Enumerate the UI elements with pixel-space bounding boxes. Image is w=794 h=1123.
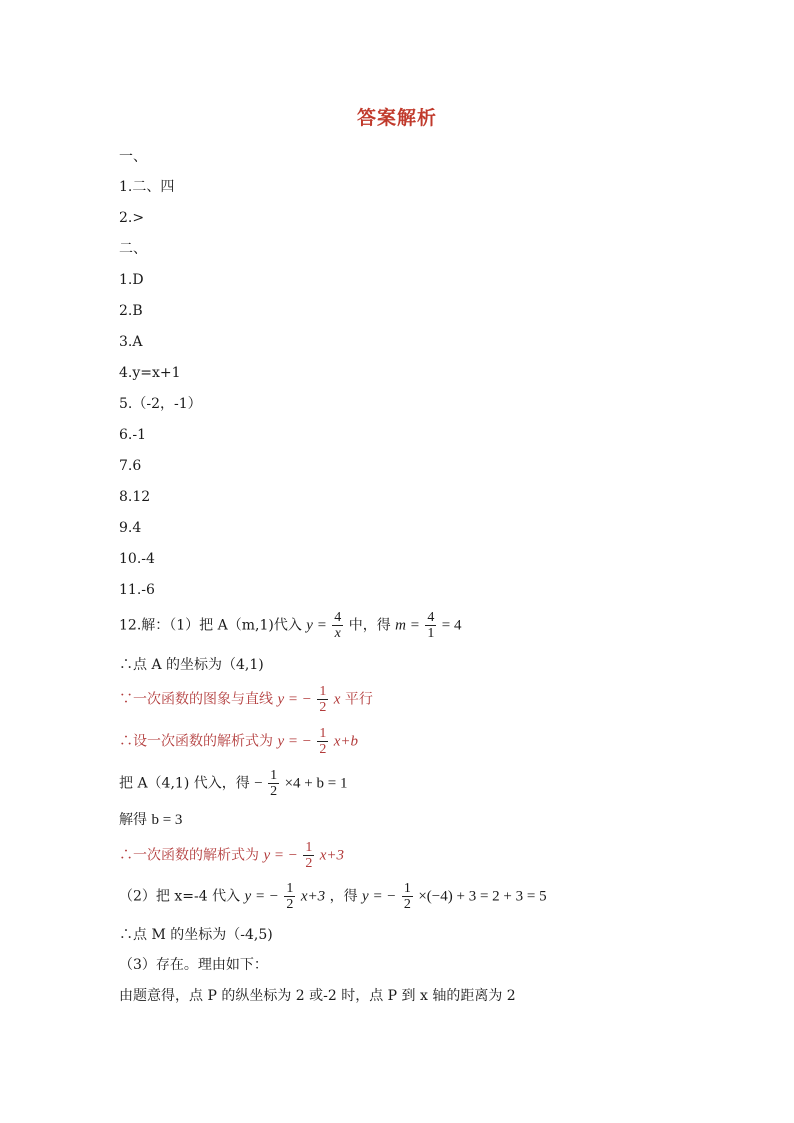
numerator: 4	[334, 610, 342, 625]
equation: ×4 + b = 1	[284, 775, 348, 792]
solution-line: ∴点 A 的坐标为（4,1)	[119, 657, 264, 673]
answer-item: 1.二、四	[119, 179, 175, 195]
solution-line: （3）存在。理由如下：	[119, 957, 268, 973]
equation: −	[254, 775, 263, 792]
numerator: 1	[270, 768, 278, 783]
solution-line	[119, 881, 547, 912]
section-heading-2: 二、	[119, 241, 147, 257]
equation: y = −	[277, 691, 312, 708]
solution-text: 中，得	[348, 617, 391, 634]
equation: y = −	[362, 888, 397, 905]
fraction	[332, 610, 343, 641]
solution-text: 平行	[344, 691, 373, 708]
equation: = 4	[441, 617, 462, 634]
answer-item: 5.（-2，-1）	[119, 396, 202, 412]
equation: y =	[306, 617, 327, 634]
denominator: 2	[286, 897, 294, 912]
equation: m =	[395, 617, 420, 634]
denominator: x	[334, 626, 341, 641]
equation: x+3	[319, 847, 345, 864]
fraction	[284, 881, 295, 912]
solution-line	[119, 684, 373, 715]
answer-item: 4.y=x+1	[119, 365, 181, 381]
answer-item: 2.B	[119, 303, 143, 319]
fraction	[317, 726, 328, 757]
answer-item: 1.D	[119, 272, 144, 288]
solution-line: ∴点 M 的坐标为（-4,5)	[119, 927, 273, 943]
answer-item: 10.-4	[119, 551, 155, 567]
solution-text: ∴设一次函数的解析式为	[119, 733, 273, 750]
solution-line	[119, 726, 358, 757]
equation: x+3	[300, 888, 326, 905]
fraction	[268, 768, 279, 799]
solution-line	[119, 768, 347, 799]
answer-item: 6.-1	[119, 427, 146, 443]
answer-item: 8.12	[119, 489, 151, 505]
numerator: 1	[319, 726, 327, 741]
answer-item: 9.4	[119, 520, 142, 536]
numerator: 4	[427, 610, 435, 625]
fraction	[402, 881, 413, 912]
denominator: 2	[403, 897, 411, 912]
solution-line	[119, 840, 344, 871]
fraction	[303, 840, 314, 871]
fraction	[425, 610, 436, 641]
answer-item: 3.A	[119, 334, 143, 350]
fraction	[317, 684, 328, 715]
solution-text: ，得	[329, 888, 358, 905]
answer-item: 7.6	[119, 458, 142, 474]
equation: y = −	[263, 847, 298, 864]
solution-text: （2）把 x=-4 代入	[119, 888, 241, 905]
numerator: 1	[403, 881, 411, 896]
numerator: 1	[305, 840, 313, 855]
answer-item: 11.-6	[119, 582, 155, 598]
denominator: 1	[427, 626, 435, 641]
equation: y = −	[277, 733, 312, 750]
solution-text: 把 A（4,1) 代入，得	[119, 775, 250, 792]
solution-text: ∵一次函数的图象与直线	[119, 691, 273, 708]
numerator: 1	[286, 881, 294, 896]
equation: y = −	[244, 888, 279, 905]
denominator: 2	[305, 856, 313, 871]
equation: b = 3	[151, 812, 183, 828]
solution-line	[119, 610, 462, 641]
equation: ×(−4) + 3 = 2 + 3 = 5	[418, 888, 547, 905]
solution-line: 由题意得，点 P 的纵坐标为 2 或-2 时，点 P 到 x 轴的距离为 2	[119, 988, 516, 1004]
solution-line	[119, 811, 182, 829]
answer-item: 2.>	[119, 210, 145, 226]
solution-text: 解得	[119, 812, 147, 828]
equation: x+b	[333, 733, 359, 750]
equation: x	[333, 691, 341, 708]
section-heading-1: 一、	[119, 149, 147, 165]
denominator: 2	[270, 784, 278, 799]
solution-text: ∴一次函数的解析式为	[119, 847, 259, 864]
page-title: 答案解析	[356, 107, 437, 129]
denominator: 2	[319, 700, 327, 715]
solution-text: 12.解：（1）把 A（m,1)代入	[119, 617, 302, 634]
denominator: 2	[319, 742, 327, 757]
numerator: 1	[319, 684, 327, 699]
